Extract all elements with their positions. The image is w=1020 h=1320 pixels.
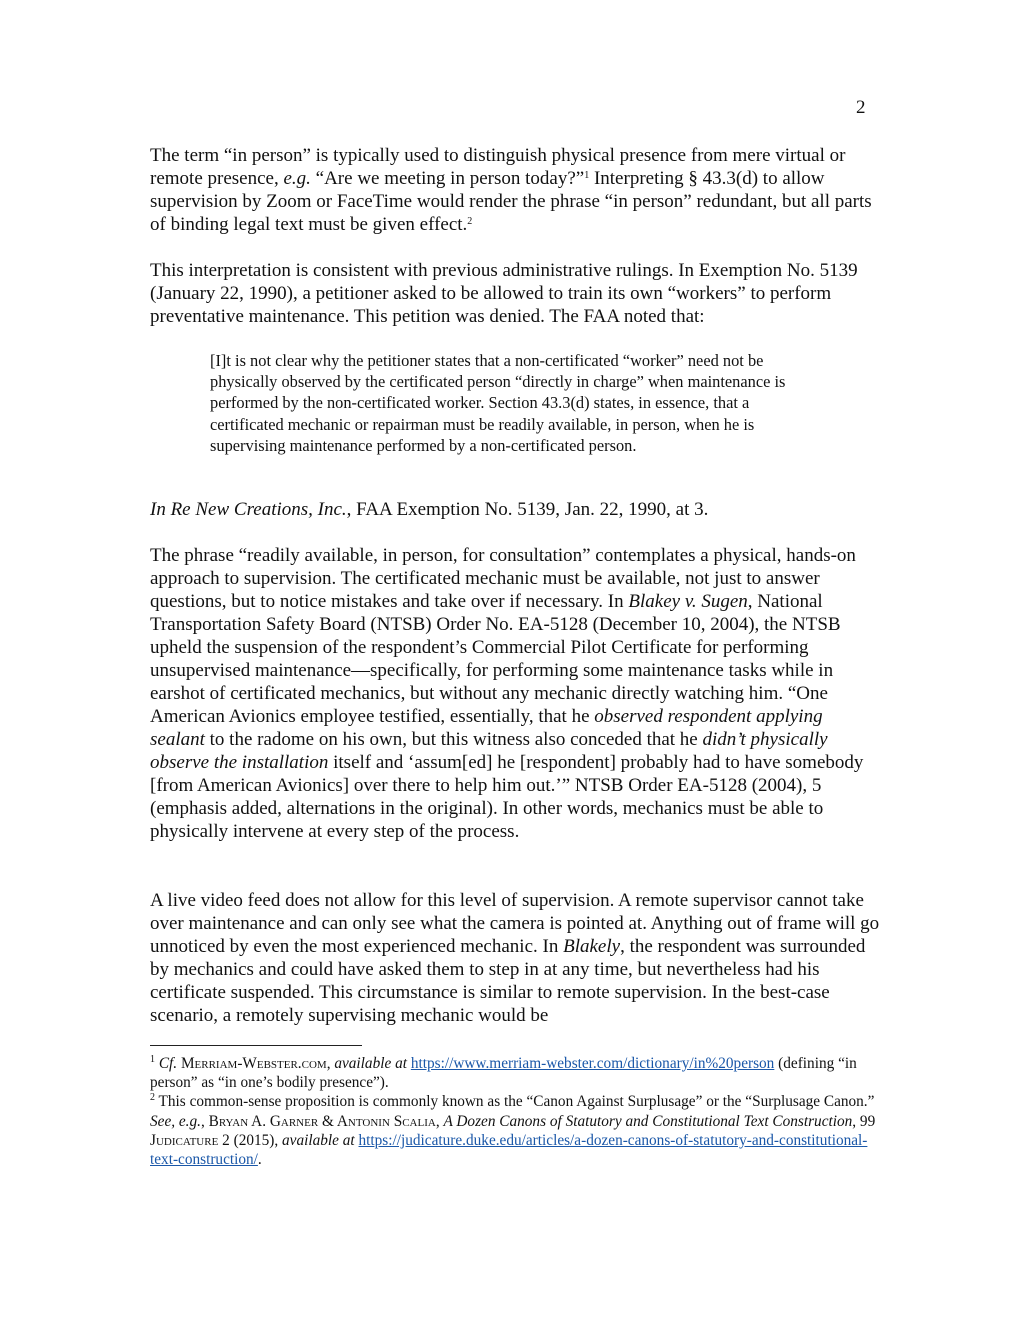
p1-text-a: The term “in person” is typically used to distinguish physical presence from mere virtual or remote presence, [150, 145, 846, 189]
footnotes [150, 1054, 880, 1169]
footnote-divider [150, 1045, 362, 1046]
footnote-1-source: Merriam-Webster.com [180, 1055, 327, 1072]
p4-text-a: A live video feed does not allow for this level of supervision. A remote supervisor cannot take over maintenance and can only see what the camera is pointed at. Anything out of frame will go unnoticed by even the most experienced mechanic. In [150, 890, 880, 957]
faa-block-quote: [I]t is not clear why the petitioner states that a non-certificated “worker” need not be physically observed by the certificated person “directly in charge” when maintenance is performed by the non-certificated worker. Section 43.3(d) states, in essence, that a certificated mechanic or repairman must be readily available, in person, when he is supervising maintenance performed by a non-certificated person. [210, 351, 786, 455]
footnote-ref-1[interactable]: 1 [584, 170, 590, 181]
p3-text-d: itself and ‘assum[ed] he [respondent] probably had to have somebody [from American Avionics] over there to help him out.’” NTSB Order EA-5128 (2004), 5 (emphasis added, alternations in the original). In other words, mechanics must be able to physically intervene at every step of the process. [150, 752, 864, 842]
footnote-2-text: This common-sense proposition is commonly known as the “Canon Against Surplusage” or the “Surplusage Canon.” [155, 1093, 875, 1111]
p3-case-name: Blakey v. Sugen [628, 591, 748, 612]
p4-text-b: , the respondent was surrounded by mechanics and could have asked them to step in at any time, but nevertheless had his certificate suspended. This circumstance is similar to remote supervision. In the best-case scenario, a remotely supervising mechanic would be [150, 936, 866, 1026]
footnote-2-article-title: A Dozen Canons of Statutory and Constitutional Text Construction [443, 1112, 853, 1130]
footnote-2-see: See, e.g. [150, 1112, 201, 1130]
paragraph-administrative-rulings: This interpretation is consistent with previous administrative rulings. In Exemption No. 5139 (January 22, 1990), a petitioner asked to be allowed to train its own “workers” to perform preventative maintenance. This petition was denied. The FAA noted that: [150, 260, 858, 327]
p3-text-c: to the radome on his own, but this witness also conceded that he [204, 729, 703, 750]
page-number: 2 [856, 97, 866, 118]
paragraph-live-video-feed [150, 889, 880, 1027]
citation-new-creations [150, 498, 880, 521]
footnote-2-end: . [257, 1151, 262, 1169]
footnote-1-cf: Cf. [158, 1055, 178, 1072]
footnote-2-volume: , 99 [852, 1112, 876, 1130]
footnote-2-link[interactable]: https://judicature.duke.edu/articles/a-dozen-canons-of-statutory-and-constitutional-text-construction/ [150, 1131, 868, 1169]
p3-text-a: The phrase “readily available, in person, for consultation” contemplates a physical, hands-on approach to supervision. The certificated mechanic must be available, not just to answer questions, but to notice mistakes and take over if necessary. In [150, 545, 856, 612]
p1-text-c: Interpreting § 43.3(d) to allow supervision by Zoom or FaceTime would render the phrase “in person” redundant, but all parts of binding legal text must be given effect. [150, 168, 872, 235]
footnote-2-available-at: available at [282, 1131, 355, 1149]
p1-eg: e.g. [283, 168, 311, 189]
footnote-1: $^1$ Cf. Merriam-Webster.com, available at https://www.merriam-webster.com/dictionary/in%20person (defining “in person” as “in one’s bodily presence”). [150, 1054, 857, 1092]
footnote-1-available-at: available at [334, 1055, 407, 1072]
p3-emphasis-2: didn’t physically observe the installation [150, 729, 828, 773]
paragraph-in-person-definition [150, 144, 880, 236]
p3-text-b: , National Transportation Safety Board (NTSB) Order No. EA-5128 (December 10, 2004), the NTSB upheld the suspension of the respondent’s Commercial Pilot Certificate for performing unsupervised maintenance—specifically, for performing some maintenance tasks while in earshot of certificated mechanics, but without any mechanic directly watching him. “One American Avionics employee testified, essentially, that he [150, 591, 841, 727]
p1-text-b: “Are we meeting in person today?” [310, 168, 585, 189]
footnote-2-number: 2 [150, 1092, 155, 1104]
footnote-ref-2[interactable]: 2 [467, 216, 473, 227]
citation-rest: , FAA Exemption No. 5139, Jan. 22, 1990, at 3. [346, 499, 709, 520]
paragraph-hands-on-supervision [150, 544, 880, 843]
footnote-2: $^2$ This common-sense proposition is commonly known as the “Canon Against Surplusage” or the “Surplusage Canon.” See, e.g., Bryan A. Garner & Antonin Scalia, A Dozen Canons of Statutory and Constitutional Text Construction, 99 Judicature 2 (2015), available at https://judicature.duke.edu/articles/a-dozen-canons-of-statutory-and-constitutional-text-construction/. [150, 1092, 876, 1169]
footnote-2-authors: Bryan A. Garner & Antonin Scalia [208, 1112, 436, 1130]
footnote-2-cite: 2 (2015), [218, 1131, 283, 1149]
footnote-1-number: 1 [150, 1054, 155, 1065]
footnote-1-link[interactable]: https://www.merriam-webster.com/dictionary/in%20person [410, 1055, 775, 1072]
p4-case-name: Blakely [563, 936, 621, 957]
p3-emphasis-1: observed respondent applying sealant [150, 706, 823, 750]
footnote-1-parenthetical: (defining “in person” as “in one’s bodily presence”). [150, 1055, 857, 1092]
citation-case-name: In Re New Creations, Inc. [150, 499, 347, 520]
footnote-2-journal: Judicature [150, 1131, 219, 1149]
